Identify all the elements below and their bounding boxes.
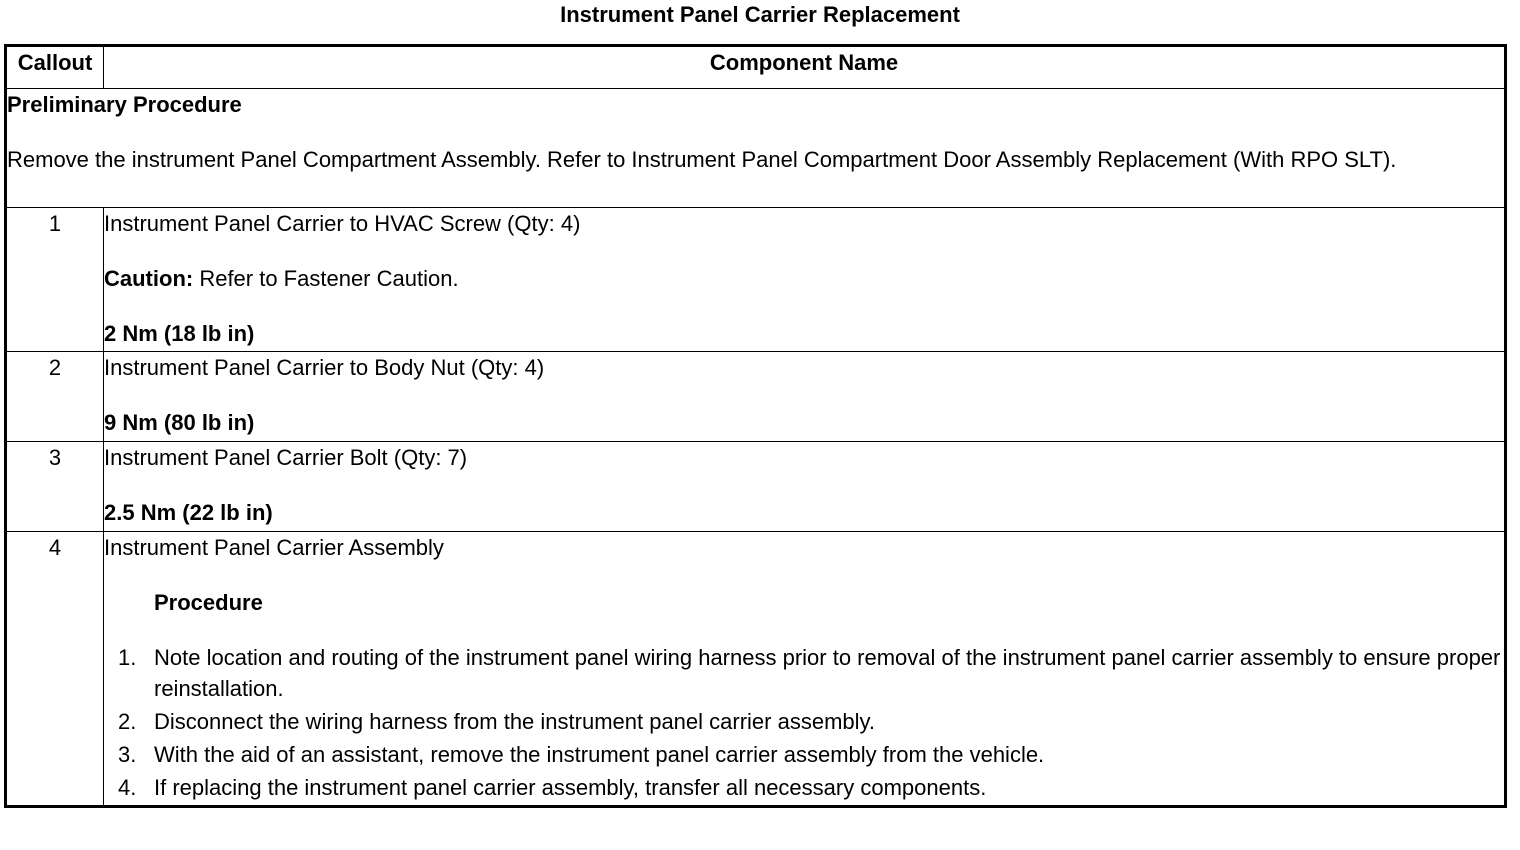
callout-cell: 2 bbox=[6, 352, 104, 442]
component-table bbox=[4, 44, 1507, 808]
table-header-row bbox=[6, 46, 1506, 89]
caution-note bbox=[104, 263, 1504, 294]
component-cell bbox=[104, 208, 1506, 352]
step-text: If replacing the instrument panel carrier assembly, transfer all necessary components. bbox=[154, 775, 987, 800]
callout-cell: 3 bbox=[6, 442, 104, 532]
header-callout: Callout bbox=[6, 46, 104, 89]
step-number: 1. bbox=[118, 645, 137, 670]
preliminary-text: Remove the instrument Panel Compartment Assembly. Refer to Instrument Panel Compartment Door Assembly Replacement (With RPO SLT). bbox=[7, 147, 1397, 172]
step-text: With the aid of an assistant, remove the instrument panel carrier assembly from the vehicle. bbox=[154, 742, 1045, 767]
table-row bbox=[6, 442, 1506, 532]
component-name: Instrument Panel Carrier Assembly bbox=[104, 535, 444, 560]
table-row bbox=[6, 532, 1506, 807]
procedure-heading: Procedure bbox=[154, 590, 263, 615]
procedure-step bbox=[104, 739, 1504, 770]
torque-spec: 2 Nm (18 lb in) bbox=[104, 321, 255, 346]
torque-spec: 9 Nm (80 lb in) bbox=[104, 410, 255, 435]
callout-cell: 1 bbox=[6, 208, 104, 352]
step-number: 2. bbox=[118, 709, 137, 734]
preliminary-row bbox=[6, 89, 1506, 208]
step-text: Note location and routing of the instrument panel wiring harness prior to removal of the instrument panel carrier assembly to ensure proper reinstallation. bbox=[154, 645, 1501, 701]
step-number: 4. bbox=[118, 775, 137, 800]
caution-label: Caution: bbox=[104, 266, 194, 291]
component-cell bbox=[104, 442, 1506, 532]
procedure-step bbox=[104, 706, 1504, 737]
document-title: Instrument Panel Carrier Replacement bbox=[560, 2, 960, 27]
torque-spec: 2.5 Nm (22 lb in) bbox=[104, 500, 273, 525]
caution-text: Refer to Fastener Caution. bbox=[193, 266, 459, 291]
table-row bbox=[6, 208, 1506, 352]
step-number: 3. bbox=[118, 742, 137, 767]
component-name: Instrument Panel Carrier to Body Nut (Qty: 4) bbox=[104, 355, 545, 380]
preliminary-cell bbox=[6, 89, 1506, 208]
procedure-steps bbox=[104, 642, 1504, 803]
procedure-step bbox=[104, 772, 1504, 803]
component-cell bbox=[104, 532, 1506, 807]
callout-cell: 4 bbox=[6, 532, 104, 807]
component-cell bbox=[104, 352, 1506, 442]
procedure-step bbox=[104, 642, 1504, 704]
header-component-name: Component Name bbox=[104, 46, 1506, 89]
step-text: Disconnect the wiring harness from the instrument panel carrier assembly. bbox=[154, 709, 876, 734]
table-row bbox=[6, 352, 1506, 442]
component-name: Instrument Panel Carrier Bolt (Qty: 7) bbox=[104, 445, 468, 470]
component-name: Instrument Panel Carrier to HVAC Screw (Qty: 4) bbox=[104, 211, 581, 236]
preliminary-heading: Preliminary Procedure bbox=[7, 92, 242, 117]
